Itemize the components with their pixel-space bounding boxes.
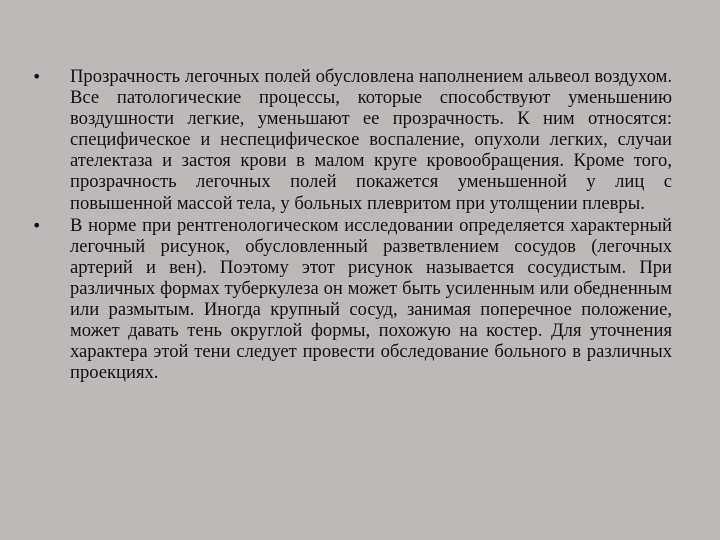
bullet-item-transparency	[32, 66, 672, 214]
bullet-marker: •	[32, 215, 42, 235]
bullet-list	[32, 66, 672, 384]
bullet-text: В норме при рентгенологическом исследовании определяется характерный легочный рисунок, обусловленный разветвлением сосудов (легочных артерий и вен). Поэтому этот рисунок называется сосудистым. При различных формах туберкулеза он может быть усиленным или обедненным или размытым. Иногда крупный сосуд, занимая поперечное положение, может давать тень округлой формы, похожую на костер. Для уточнения характера этой тени следует провести обследование больного в различных проекциях.	[70, 214, 672, 384]
bullet-marker: •	[32, 67, 42, 86]
bullet-item-lung-pattern	[32, 215, 672, 384]
bullet-text: Прозрачность легочных полей обусловлена наполнением альвеол воздухом. Все патологические процессы, которые способствуют уменьшению воздушности легкие, уменьшают ее прозрачность. К ним относятся: специфическое и неспецифическое воспаление, опухоли легких, случаи ателектаза и застоя крови в малом круге кровообращения. Кроме того, прозрачность легочных полей покажется уменьшенной у лиц с повышенной массой тела, у больных плевритом при утолщении плевры.	[70, 66, 672, 214]
